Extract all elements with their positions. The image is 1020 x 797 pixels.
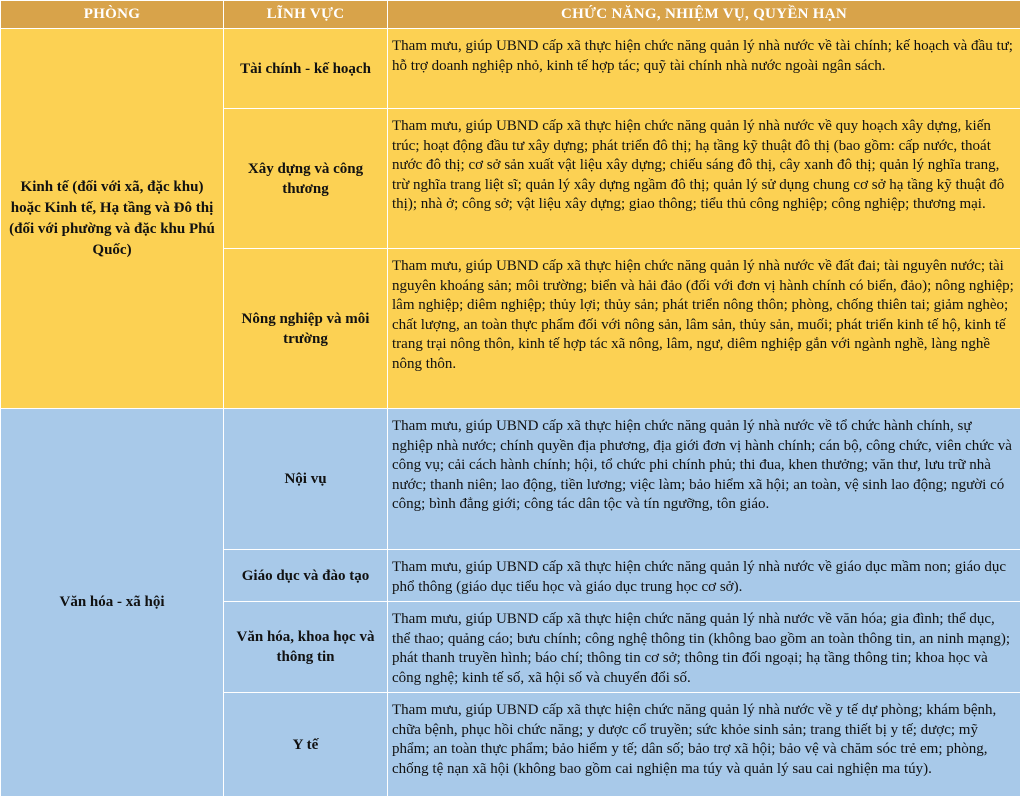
- field-culture-science-information: Văn hóa, khoa học và thông tin: [224, 602, 388, 693]
- duty-home-affairs: Tham mưu, giúp UBND cấp xã thực hiện chức năng quản lý nhà nước về tổ chức hành chính, sự nghiệp nhà nước; chính quyền địa phương, địa giới đơn vị hành chính; cán bộ, công chức, viên chức và công vụ; cải cách hành chính; hội, tổ chức phi chính phủ; thi đua, khen thưởng; văn thư, lưu trữ nhà nước; thanh niên; lao động, tiền lương; việc làm; bảo hiểm xã hội; an toàn, vệ sinh lao động; người có công; bình đẳng giới; công tác dân tộc và tín ngưỡng, tôn giáo.: [388, 409, 1020, 550]
- field-education-training: Giáo dục và đào tạo: [224, 550, 388, 602]
- duty-construction-trade: Tham mưu, giúp UBND cấp xã thực hiện chức năng quản lý nhà nước về quy hoạch xây dựng, kiến trúc; hoạt động đầu tư xây dựng; phát triển đô thị; hạ tầng kỹ thuật đô thị (bao gồm: cấp nước, thoát nước đô thị; cơ sở sản xuất vật liệu xây dựng; chiếu sáng đô thị, cây xanh đô thị; quản lý nghĩa trang, trừ nghĩa trang liệt sĩ; quản lý xây dựng ngầm đô thị; quản lý sử dụng chung cơ sở hạ tầng kỹ thuật đô thị); nhà ở; công sở; vật liệu xây dựng; giao thông; tiểu thủ công nghiệp; công nghiệp; thương mại.: [388, 109, 1020, 249]
- duty-culture-science-information: Tham mưu, giúp UBND cấp xã thực hiện chức năng quản lý nhà nước về văn hóa; gia đình; thể dục, thể thao; quảng cáo; bưu chính; công nghệ thông tin (không bao gồm an toàn thông tin, an ninh mạng); phát thanh truyền hình; báo chí; thông tin cơ sở; thông tin đối ngoại; hạ tầng thông tin; khoa học và công nghệ; kinh tế số, xã hội số và chuyển đổi số.: [388, 602, 1020, 693]
- header-field: LĨNH VỰC: [224, 1, 388, 29]
- header-row: [1, 1, 1020, 29]
- duty-agriculture-environment: Tham mưu, giúp UBND cấp xã thực hiện chức năng quản lý nhà nước về đất đai; tài nguyên nước; tài nguyên khoáng sản; môi trường; biển và hải đảo (đối với đơn vị hành chính có biển, đảo); nông nghiệp; lâm nghiệp; diêm nghiệp; thủy lợi; thủy sản; phát triển nông thôn; phòng, chống thiên tai; giảm nghèo; chất lượng, an toàn thực phẩm đối với nông sản, lâm sản, thủy sản, muối; phát triển kinh tế hộ, kinh tế trang trại nông thôn, kinh tế hợp tác xã nông, lâm, ngư, diêm nghiệp gắn với ngành nghề, làng nghề nông thôn.: [388, 249, 1020, 409]
- table-row: [1, 409, 1020, 550]
- room-culture-society: Văn hóa - xã hội: [1, 409, 224, 797]
- field-agriculture-environment: Nông nghiệp và môi trường: [224, 249, 388, 409]
- duty-education-training: Tham mưu, giúp UBND cấp xã thực hiện chức năng quản lý nhà nước về giáo dục mầm non; giáo dục phổ thông (giáo dục tiểu học và giáo dục trung học cơ sở).: [388, 550, 1020, 602]
- header-duty: CHỨC NĂNG, NHIỆM VỤ, QUYỀN HẠN: [388, 1, 1020, 29]
- field-home-affairs: Nội vụ: [224, 409, 388, 550]
- duty-health: Tham mưu, giúp UBND cấp xã thực hiện chức năng quản lý nhà nước về y tế dự phòng; khám bệnh, chữa bệnh, phục hồi chức năng; y dược cổ truyền; sức khỏe sinh sản; trang thiết bị y tế; dược; mỹ phẩm; an toàn thực phẩm; bảo hiểm y tế; dân số; bảo trợ xã hội; bảo vệ và chăm sóc trẻ em; phòng, chống tệ nạn xã hội (không bao gồm cai nghiện ma túy và quản lý sau cai nghiện ma túy).: [388, 693, 1020, 797]
- header-room: PHÒNG: [1, 1, 224, 29]
- field-finance-planning: Tài chính - kế hoạch: [224, 29, 388, 109]
- field-health: Y tế: [224, 693, 388, 797]
- field-construction-trade: Xây dựng và công thương: [224, 109, 388, 249]
- room-economy: Kinh tế (đối với xã, đặc khu) hoặc Kinh tế, Hạ tầng và Đô thị (đối với phường và đặc khu Phú Quốc): [1, 29, 224, 409]
- table-row: [1, 29, 1020, 109]
- duty-finance-planning: Tham mưu, giúp UBND cấp xã thực hiện chức năng quản lý nhà nước về tài chính; kế hoạch và đầu tư; hỗ trợ doanh nghiệp nhỏ, kinh tế hợp tác; quỹ tài chính nhà nước ngoài ngân sách.: [388, 29, 1020, 109]
